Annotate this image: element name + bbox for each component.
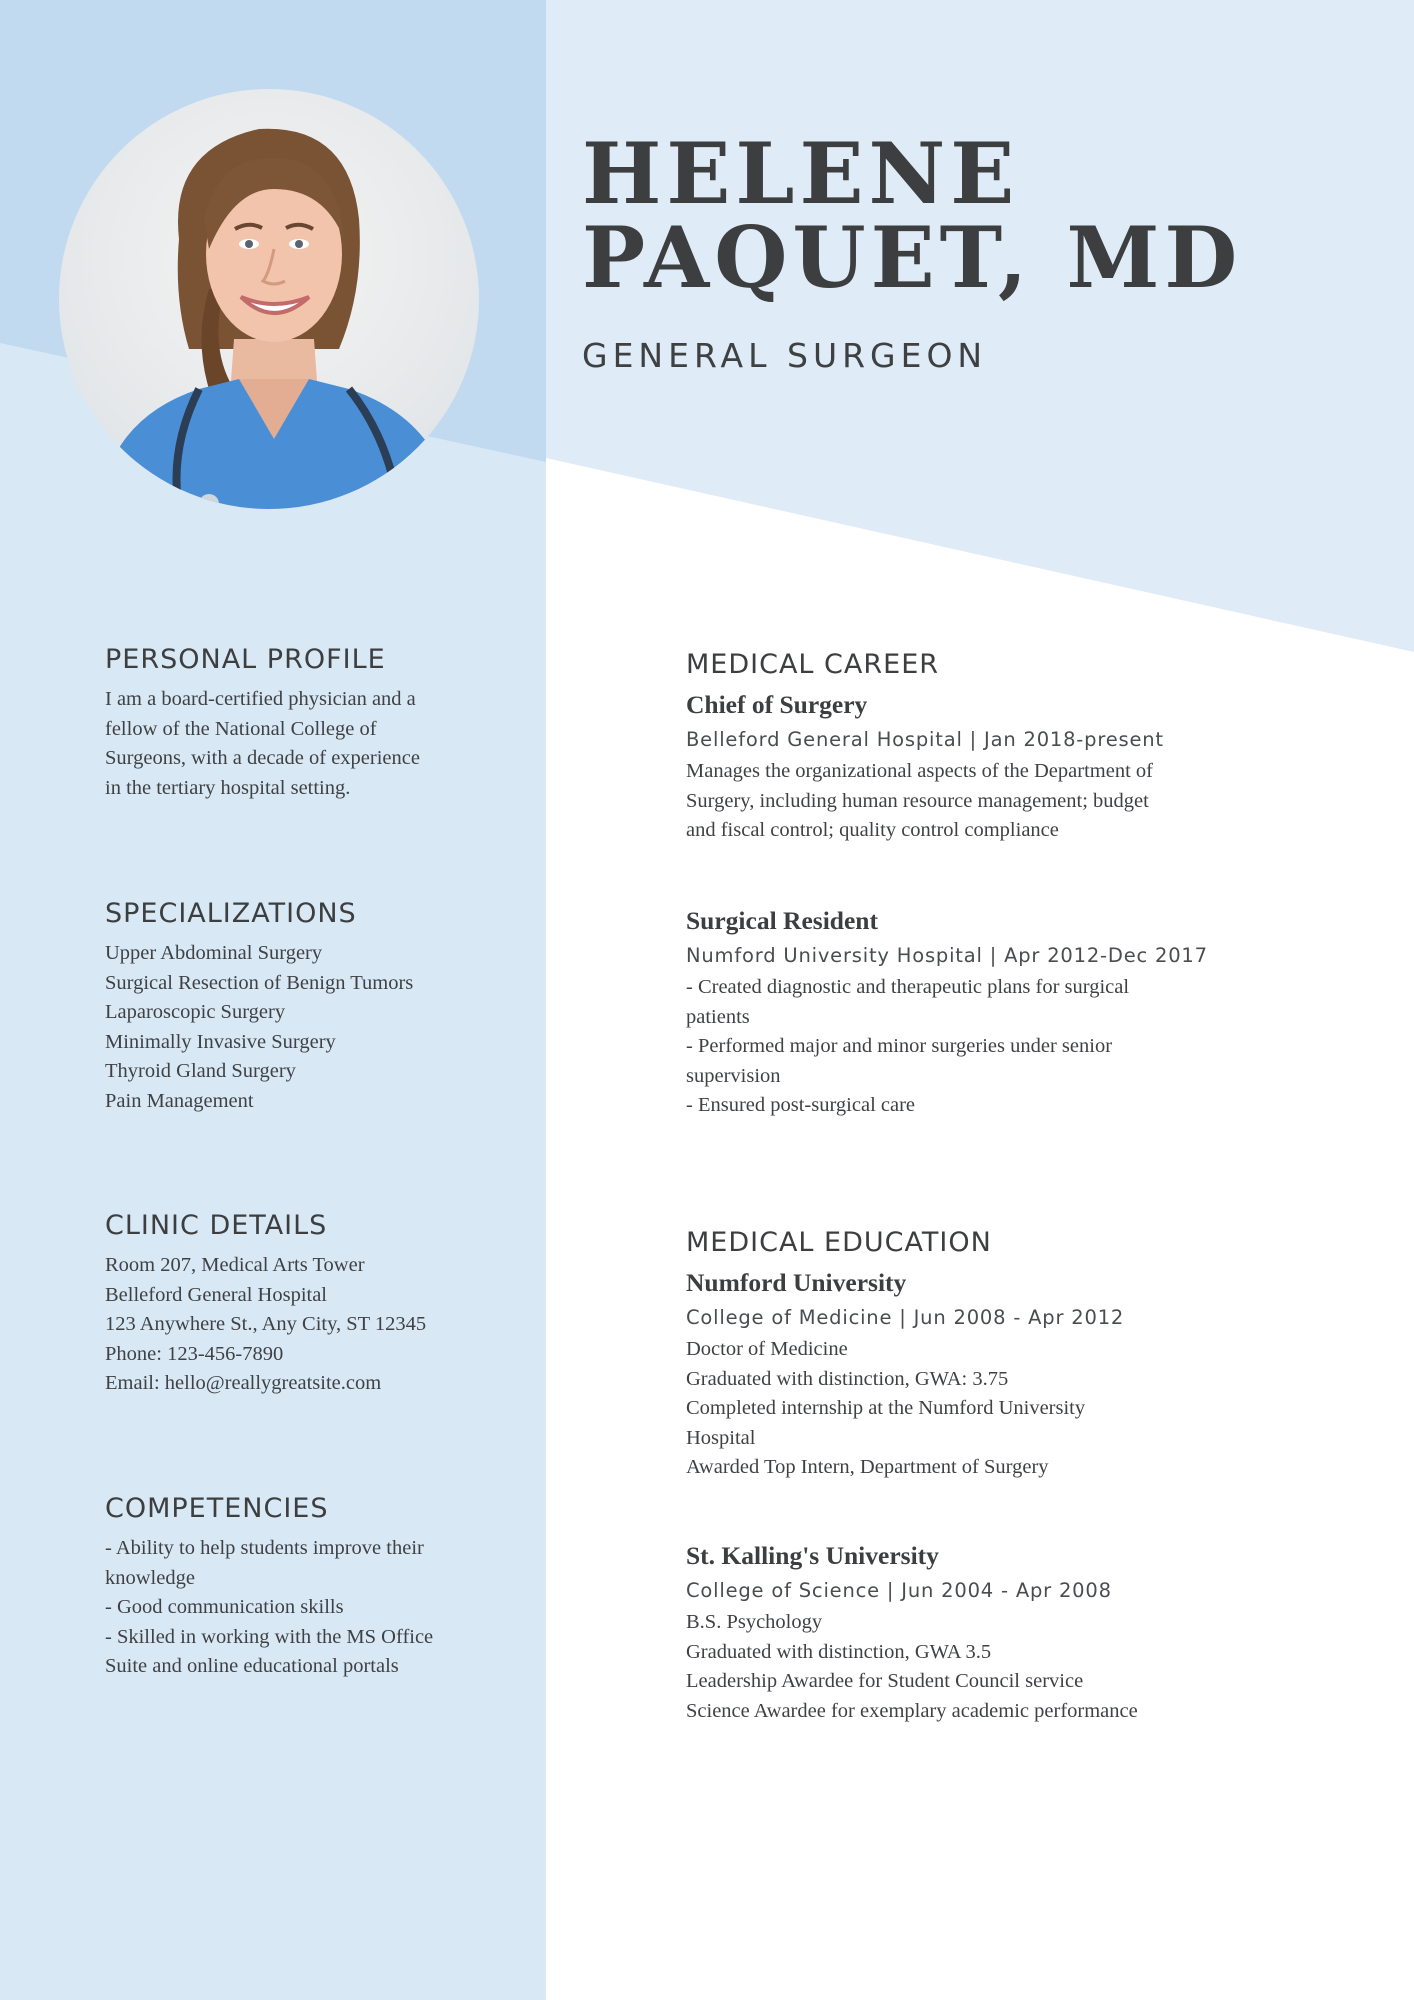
education-entry-meta: College of Medicine | Jun 2008 - Apr 2012	[686, 1306, 1125, 1329]
competencies-text	[105, 1534, 505, 1682]
text-line: Graduated with distinction, GWA: 3.75	[686, 1367, 1009, 1390]
list-item: Surgical Resection of Benign Tumors	[105, 971, 414, 994]
education-entry-title: Numford University	[686, 1268, 907, 1297]
competencies-section	[105, 1493, 505, 1682]
text-line: Hospital	[686, 1426, 756, 1449]
section-heading: COMPETENCIES	[105, 1493, 329, 1524]
name-line-1: HELENE	[582, 124, 1020, 223]
section-heading: MEDICAL CAREER	[686, 649, 940, 680]
text-line: Belleford General Hospital	[105, 1283, 328, 1306]
text-line: - Ensured post-surgical care	[686, 1094, 916, 1116]
text-line: - Skilled in working with the MS Office	[105, 1625, 434, 1648]
education-entry-description	[686, 1608, 1246, 1726]
list-item: Thyroid Gland Surgery	[105, 1060, 296, 1082]
education-entry	[686, 1268, 1246, 1483]
clinic-details-section	[105, 1210, 505, 1399]
job-entry-title: Chief of Surgery	[686, 690, 868, 719]
specializations-section	[105, 898, 505, 1116]
education-entry-title: St. Kalling's University	[686, 1541, 939, 1570]
job-entry-title: Surgical Resident	[686, 906, 878, 935]
text-line: in the tertiary hospital setting.	[105, 776, 351, 799]
text-line: - Created diagnostic and therapeutic plans for surgical	[686, 976, 1130, 998]
clinic-details-text	[105, 1251, 505, 1399]
text-line: I am a board-certified physician and a	[105, 688, 416, 710]
job-entry-description	[686, 757, 1246, 846]
education-entry-meta: College of Science | Jun 2004 - Apr 2008	[686, 1579, 1112, 1602]
section-heading: MEDICAL EDUCATION	[686, 1227, 992, 1258]
personal-profile-section	[105, 644, 505, 803]
text-line: Doctor of Medicine	[686, 1338, 848, 1360]
education-entry-description	[686, 1335, 1246, 1483]
list-item: Upper Abdominal Surgery	[105, 942, 323, 964]
text-line: Surgery, including human resource management; budget	[686, 789, 1149, 812]
text-line: fellow of the National College of	[105, 717, 377, 740]
section-heading: SPECIALIZATIONS	[105, 898, 357, 929]
medical-career-section	[686, 649, 1246, 846]
job-entry	[686, 906, 1246, 1121]
candidate-name	[582, 124, 1243, 307]
specializations-list	[105, 939, 505, 1116]
email-text: Email: hello@reallygreatsite.com	[105, 1372, 382, 1394]
portrait-photo	[59, 89, 479, 509]
text-line: 123 Anywhere St., Any City, ST 12345	[105, 1313, 427, 1335]
text-line: Science Awardee for exemplary academic performance	[686, 1699, 1138, 1722]
text-line: supervision	[686, 1064, 781, 1087]
text-line: - Good communication skills	[105, 1596, 344, 1618]
job-entry-description	[686, 973, 1246, 1121]
education-entry	[686, 1541, 1246, 1726]
text-line: Room 207, Medical Arts Tower	[105, 1254, 365, 1276]
job-title: GENERAL SURGEON	[582, 336, 988, 375]
list-item: Laparoscopic Surgery	[105, 1001, 286, 1023]
job-entry-meta: Belleford General Hospital | Jan 2018-present	[686, 728, 1164, 751]
text-line: and fiscal control; quality control compliance	[686, 819, 1059, 841]
text-line: - Ability to help students improve their	[105, 1537, 424, 1559]
text-line: Leadership Awardee for Student Council service	[686, 1670, 1084, 1692]
text-line: Surgeons, with a decade of experience	[105, 747, 420, 769]
text-line: Manages the organizational aspects of the Department of	[686, 760, 1153, 782]
header-band	[546, 0, 1414, 652]
name-line-2: PAQUET, MD	[582, 208, 1243, 307]
job-entry	[686, 690, 1246, 846]
text-line: Suite and online educational portals	[105, 1655, 399, 1677]
text-line: B.S. Psychology	[686, 1611, 823, 1633]
job-entry-meta: Numford University Hospital | Apr 2012-Dec 2017	[686, 944, 1208, 967]
medical-education-section	[686, 1227, 1246, 1483]
text-line: knowledge	[105, 1566, 195, 1589]
list-item: Minimally Invasive Surgery	[105, 1030, 336, 1053]
profile-text	[105, 685, 505, 803]
text-line: - Performed major and minor surgeries under senior	[686, 1035, 1113, 1057]
list-item: Pain Management	[105, 1089, 254, 1112]
text-line: Graduated with distinction, GWA 3.5	[686, 1640, 992, 1663]
phone-text: Phone: 123-456-7890	[105, 1342, 284, 1365]
text-line: patients	[686, 1005, 750, 1028]
text-line: Awarded Top Intern, Department of Surgery	[686, 1456, 1049, 1478]
section-heading: CLINIC DETAILS	[105, 1210, 328, 1241]
text-line: Completed internship at the Numford University	[686, 1397, 1086, 1419]
section-heading: PERSONAL PROFILE	[105, 644, 386, 675]
